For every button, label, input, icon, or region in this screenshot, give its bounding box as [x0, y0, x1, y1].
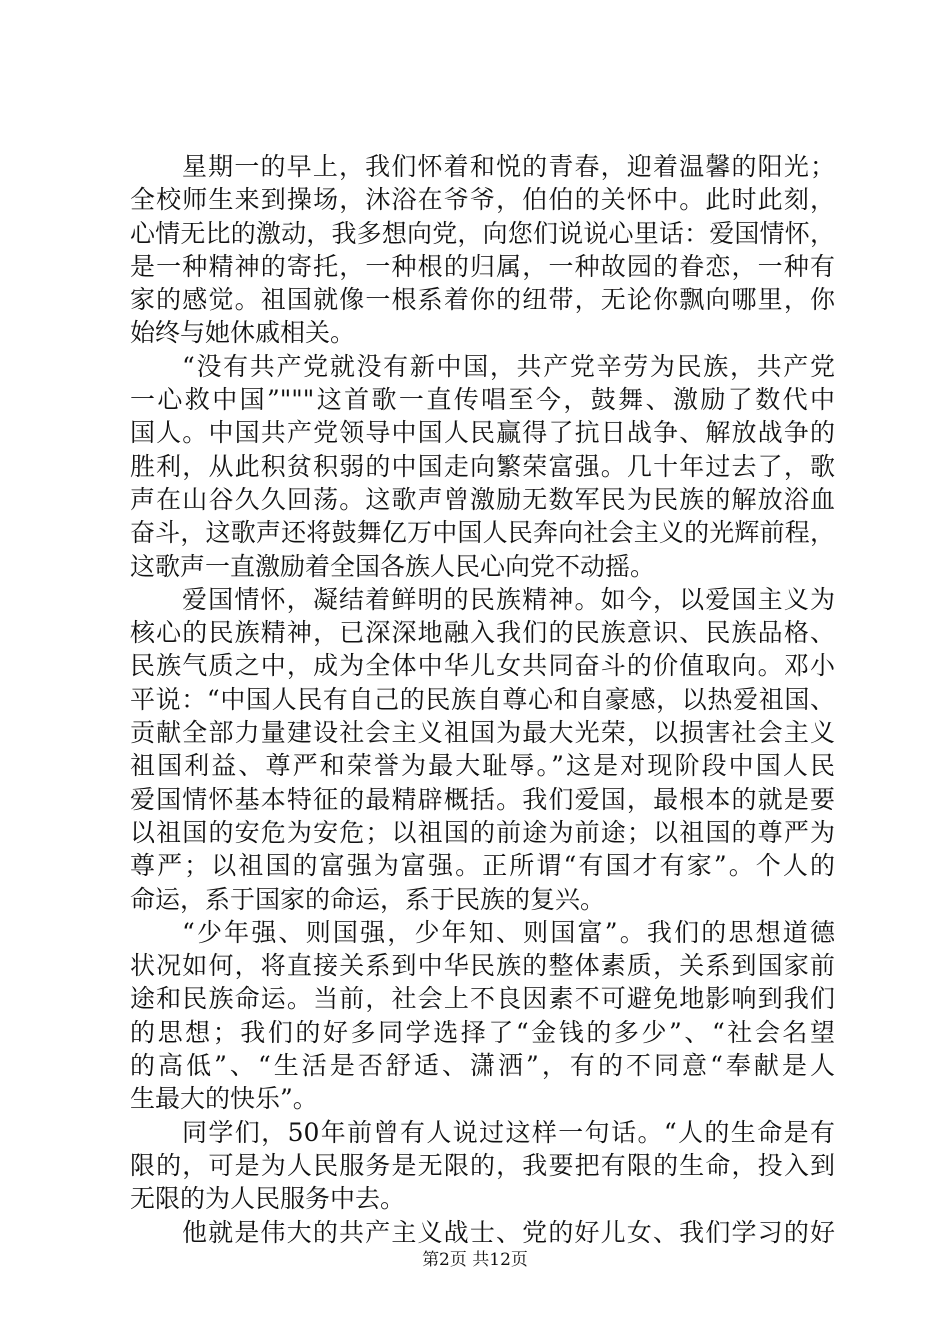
text-line: 状况如何，将直接关系到中华民族的整体素质，关系到国家前: [130, 951, 835, 981]
text-line: 以祖国的安危为安危；以祖国的前途为前途；以祖国的尊严为: [130, 817, 835, 847]
text-line: 国人。中国共产党领导中国人民赢得了抗日战争、解放战争的: [130, 418, 835, 448]
text-line: 同学们，50年前曾有人说过这样一句话。“人的生命是有: [182, 1117, 835, 1147]
text-line: 限的，可是为人民服务是无限的，我要把有限的生命，投入到: [130, 1150, 835, 1180]
text-line: 奋斗，这歌声还将鼓舞亿万中国人民奔向社会主义的光辉前程，: [130, 518, 835, 548]
text-line: 的高低”、“生活是否舒适、潇洒”，有的不同意“奉献是人: [130, 1051, 835, 1081]
text-line: 胜利，从此积贫积弱的中国走向繁荣富强。几十年过去了，歌: [130, 451, 835, 481]
text-line: 始终与她休戚相关。: [130, 318, 356, 348]
text-line: 平说：“中国人民有自己的民族自尊心和自豪感，以热爱祖国、: [130, 684, 835, 714]
text-line: 他就是伟大的共产主义战士、党的好儿女、我们学习的好: [182, 1217, 835, 1247]
text-line: 生最大的快乐”。: [130, 1084, 318, 1114]
text-line: “少年强、则国强，少年知、则国富”。我们的思想道德: [182, 917, 835, 947]
text-line: 尊严；以祖国的富强为富强。正所谓“有国才有家”。个人的: [130, 851, 835, 881]
text-line: 是一种精神的寄托，一种根的归属，一种故园的眷恋，一种有: [130, 251, 835, 281]
text-line: 民族气质之中，成为全体中华儿女共同奋斗的价值取向。邓小: [130, 651, 835, 681]
text-line: 无限的为人民服务中去。: [130, 1184, 406, 1214]
text-line: 声在山谷久久回荡。这歌声曾激励无数军民为民族的解放浴血: [130, 484, 835, 514]
page-footer: 第2页 共12页: [422, 1250, 528, 1270]
text-line: 途和民族命运。当前，社会上不良因素不可避免地影响到我们: [130, 984, 835, 1014]
text-line: 的思想；我们的好多同学选择了“金钱的多少”、“社会名望: [130, 1017, 835, 1047]
text-line: 核心的民族精神，已深深地融入我们的民族意识、民族品格、: [130, 618, 835, 648]
text-line: 一心救中国”"""这首歌一直传唱至今，鼓舞、激励了数代中: [130, 385, 835, 415]
text-line: 爱国情怀，凝结着鲜明的民族精神。如今，以爱国主义为: [182, 584, 835, 614]
text-line: 祖国利益、尊严和荣誉为最大耻辱。”这是对现阶段中国人民: [130, 751, 835, 781]
text-line: 这歌声一直激励着全国各族人民心向党不动摇。: [130, 551, 656, 581]
text-line: 星期一的早上，我们怀着和悦的青春，迎着温馨的阳光；: [182, 152, 835, 181]
body-text: [130, 150, 835, 1249]
text-line: 爱国情怀基本特征的最精辟概括。我们爱国，最根本的就是要: [130, 784, 835, 814]
text-line: 贡献全部力量建设社会主义祖国为最大光荣，以损害社会主义: [130, 718, 835, 748]
text-line: 家的感觉。祖国就像一根系着你的纽带，无论你飘向哪里，你: [130, 285, 835, 315]
text-line: “没有共产党就没有新中国，共产党辛劳为民族，共产党: [182, 351, 835, 381]
text-line: 全校师生来到操场，沐浴在爷爷，伯伯的关怀中。此时此刻，: [130, 185, 835, 215]
text-line: 命运，系于国家的命运，系于民族的复兴。: [130, 884, 606, 914]
text-line: 心情无比的激动，我多想向党，向您们说说心里话：爱国情怀，: [130, 218, 835, 248]
